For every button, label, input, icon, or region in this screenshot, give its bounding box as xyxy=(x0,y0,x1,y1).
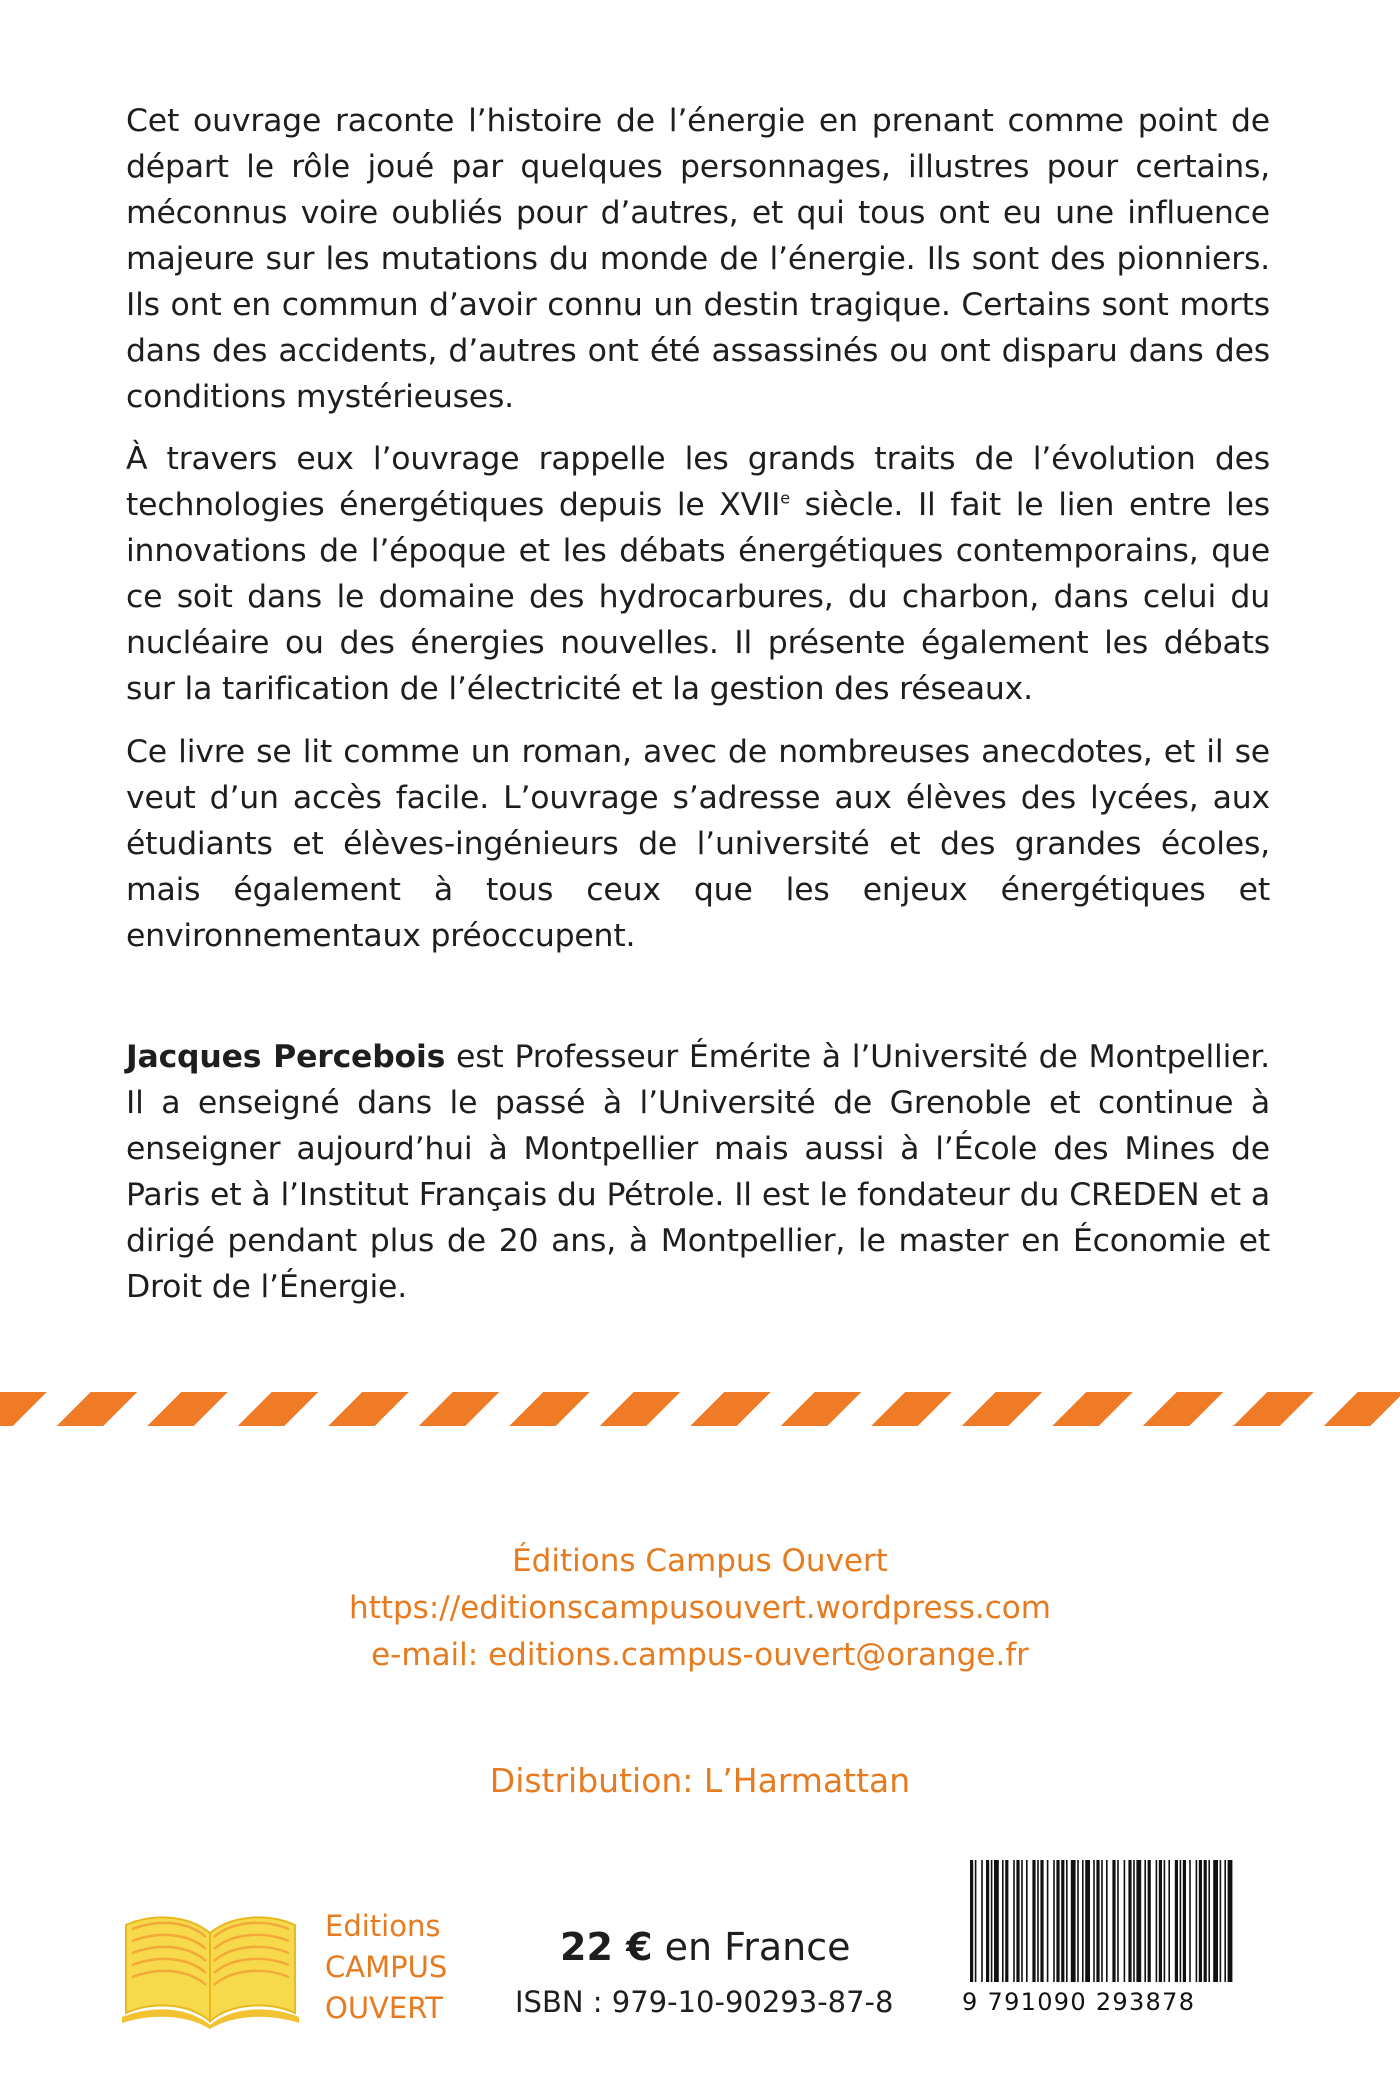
barcode-bar xyxy=(1133,1860,1135,1982)
barcode-bar xyxy=(1040,1860,1043,1982)
barcode-bar xyxy=(1071,1860,1076,1982)
barcode-bar xyxy=(1124,1860,1126,1982)
barcode-bar xyxy=(1002,1860,1004,1982)
barcode-bar xyxy=(1180,1860,1182,1982)
description-paragraph-1: Cet ouvrage raconte l’histoire de l’énergie en prenant comme point de départ le rôle joué par quelques personnages, illustres pour certains, méconnus voire oubliés pour d’autres, et qui tous ont eu une influence majeure sur les mutations du monde de l’énergie. Ils sont des pionniers. Ils ont en commun d’avoir connu un destin tragique. Certains sont morts dans des accidents, d’autres ont été assassinés ou ont disparu dans des conditions mystérieuses. xyxy=(126,103,1270,415)
author-bio xyxy=(126,1034,1270,1310)
barcode-bar xyxy=(994,1860,999,1982)
description-paragraph-2 xyxy=(126,436,1270,712)
barcode-bar xyxy=(1128,1860,1131,1982)
barcode-bar xyxy=(981,1860,983,1982)
price-label xyxy=(560,1925,851,1969)
barcode-bar xyxy=(1175,1860,1178,1982)
barcode-bar xyxy=(1224,1860,1226,1982)
barcode-bar xyxy=(1005,1860,1008,1982)
author-bio-text: est Professeur Émérite à l’Université de Montpellier. Il a enseigné dans le passé à l’Université de Grenoble et continue à enseigner aujourd’hui à Montpellier mais aussi à l’École des Mines de Paris et à l’Institut Français du Pétrole. Il est le fondateur du CREDEN et a dirigé pendant plus de 20 ans, à Montpellier, le master en Économie et Droit de l’Énergie. xyxy=(126,1039,1270,1305)
logo-line-3: OUVERT xyxy=(325,1991,443,2025)
barcode-bar xyxy=(1148,1860,1151,1982)
barcode-bar xyxy=(1093,1860,1095,1982)
barcode-bar xyxy=(1032,1860,1035,1982)
description-paragraph-3: Ce livre se lit comme un roman, avec de nombreuses anecdotes, et il se veut d’un accès facile. L’ouvrage s’adresse aux élèves des lycées, aux étudiants et élèves-ingénieurs de l’université et des grandes écoles, mais également à tous ceux que les enjeux énergétiques et environnementaux préoccupent. xyxy=(126,734,1270,954)
barcode-bar xyxy=(1213,1860,1218,1982)
barcode-bar xyxy=(1082,1860,1084,1982)
barcode-bar xyxy=(1117,1860,1119,1982)
barcode-bar xyxy=(1016,1860,1019,1982)
barcode-bar xyxy=(1106,1860,1108,1982)
barcode-bar xyxy=(1199,1860,1202,1982)
barcode-bar xyxy=(991,1860,993,1982)
paragraph-2-text-start: À travers eux l’ouvrage rappelle les grands traits de l’évolution des technologies énergétiques depuis le XVII xyxy=(126,441,1270,523)
barcode-bar xyxy=(986,1860,989,1982)
barcode-bar xyxy=(1047,1860,1049,1982)
barcode-bar xyxy=(1101,1860,1103,1982)
barcode-bar xyxy=(975,1860,977,1982)
barcode-bar xyxy=(1053,1860,1055,1982)
barcode-bar xyxy=(1144,1860,1146,1982)
publisher-name: Éditions Campus Ouvert xyxy=(512,1543,888,1579)
price-suffix: en France xyxy=(652,1925,851,1969)
barcode-bar xyxy=(1183,1860,1186,1982)
barcode-bar xyxy=(1013,1860,1015,1982)
barcode-digits: 9 791090 293878 xyxy=(962,1988,1196,2016)
publisher-email: e-mail: editions.campus-ouvert@orange.fr xyxy=(371,1637,1029,1673)
barcode-bar xyxy=(1037,1860,1039,1982)
barcode-bar xyxy=(1189,1860,1191,1982)
publisher-website: https://editionscampusouvert.wordpress.com xyxy=(349,1590,1051,1626)
logo-line-1: Editions xyxy=(325,1909,441,1943)
barcode-bar xyxy=(970,1860,973,1982)
distribution-label: Distribution: L’Harmattan xyxy=(489,1761,911,1800)
barcode-bar xyxy=(1061,1860,1064,1982)
barcode-bar xyxy=(1021,1860,1023,1982)
barcode-bar xyxy=(1026,1860,1028,1982)
barcode-bar xyxy=(1066,1860,1068,1982)
barcode-bar xyxy=(1228,1860,1233,1982)
barcode-bar xyxy=(1056,1860,1059,1982)
barcode-bar xyxy=(1136,1860,1141,1982)
barcode-bar xyxy=(1204,1860,1207,1982)
hazard-stripe-divider xyxy=(0,1392,1400,1426)
century-superscript: e xyxy=(780,488,790,508)
barcode-bar xyxy=(1077,1860,1079,1982)
barcode-bar xyxy=(1156,1860,1158,1982)
barcode-bar xyxy=(1196,1860,1198,1982)
barcode-bar xyxy=(1096,1860,1099,1982)
barcode-bar xyxy=(1168,1860,1170,1982)
price-amount: 22 € xyxy=(560,1925,653,1969)
barcode-bar xyxy=(1220,1860,1222,1982)
paragraph-2-text-end: siècle. Il fait le lien entre les innovations de l’époque et les débats énergétiques contemporains, que ce soit dans le domaine des hydrocarbures, du charbon, dans celui du nucléaire ou des énergies nouvelles. Il présente également les débats sur la tarification de l’électricité et la gestion des réseaux. xyxy=(126,487,1270,707)
barcode-bar xyxy=(1112,1860,1115,1982)
publisher-logo-text xyxy=(325,1906,447,2029)
logo-line-2: CAMPUS xyxy=(325,1950,448,1984)
barcode-bar xyxy=(1208,1860,1210,1982)
barcode xyxy=(962,1858,1242,2048)
isbn-label: ISBN : 979-10-90293-87-8 xyxy=(515,1985,894,2019)
barcode-bar xyxy=(1159,1860,1162,1982)
open-book-icon xyxy=(118,1905,303,2030)
barcode-bar xyxy=(1085,1860,1090,1982)
barcode-bar xyxy=(1164,1860,1166,1982)
author-name: Jacques Percebois xyxy=(126,1039,446,1075)
